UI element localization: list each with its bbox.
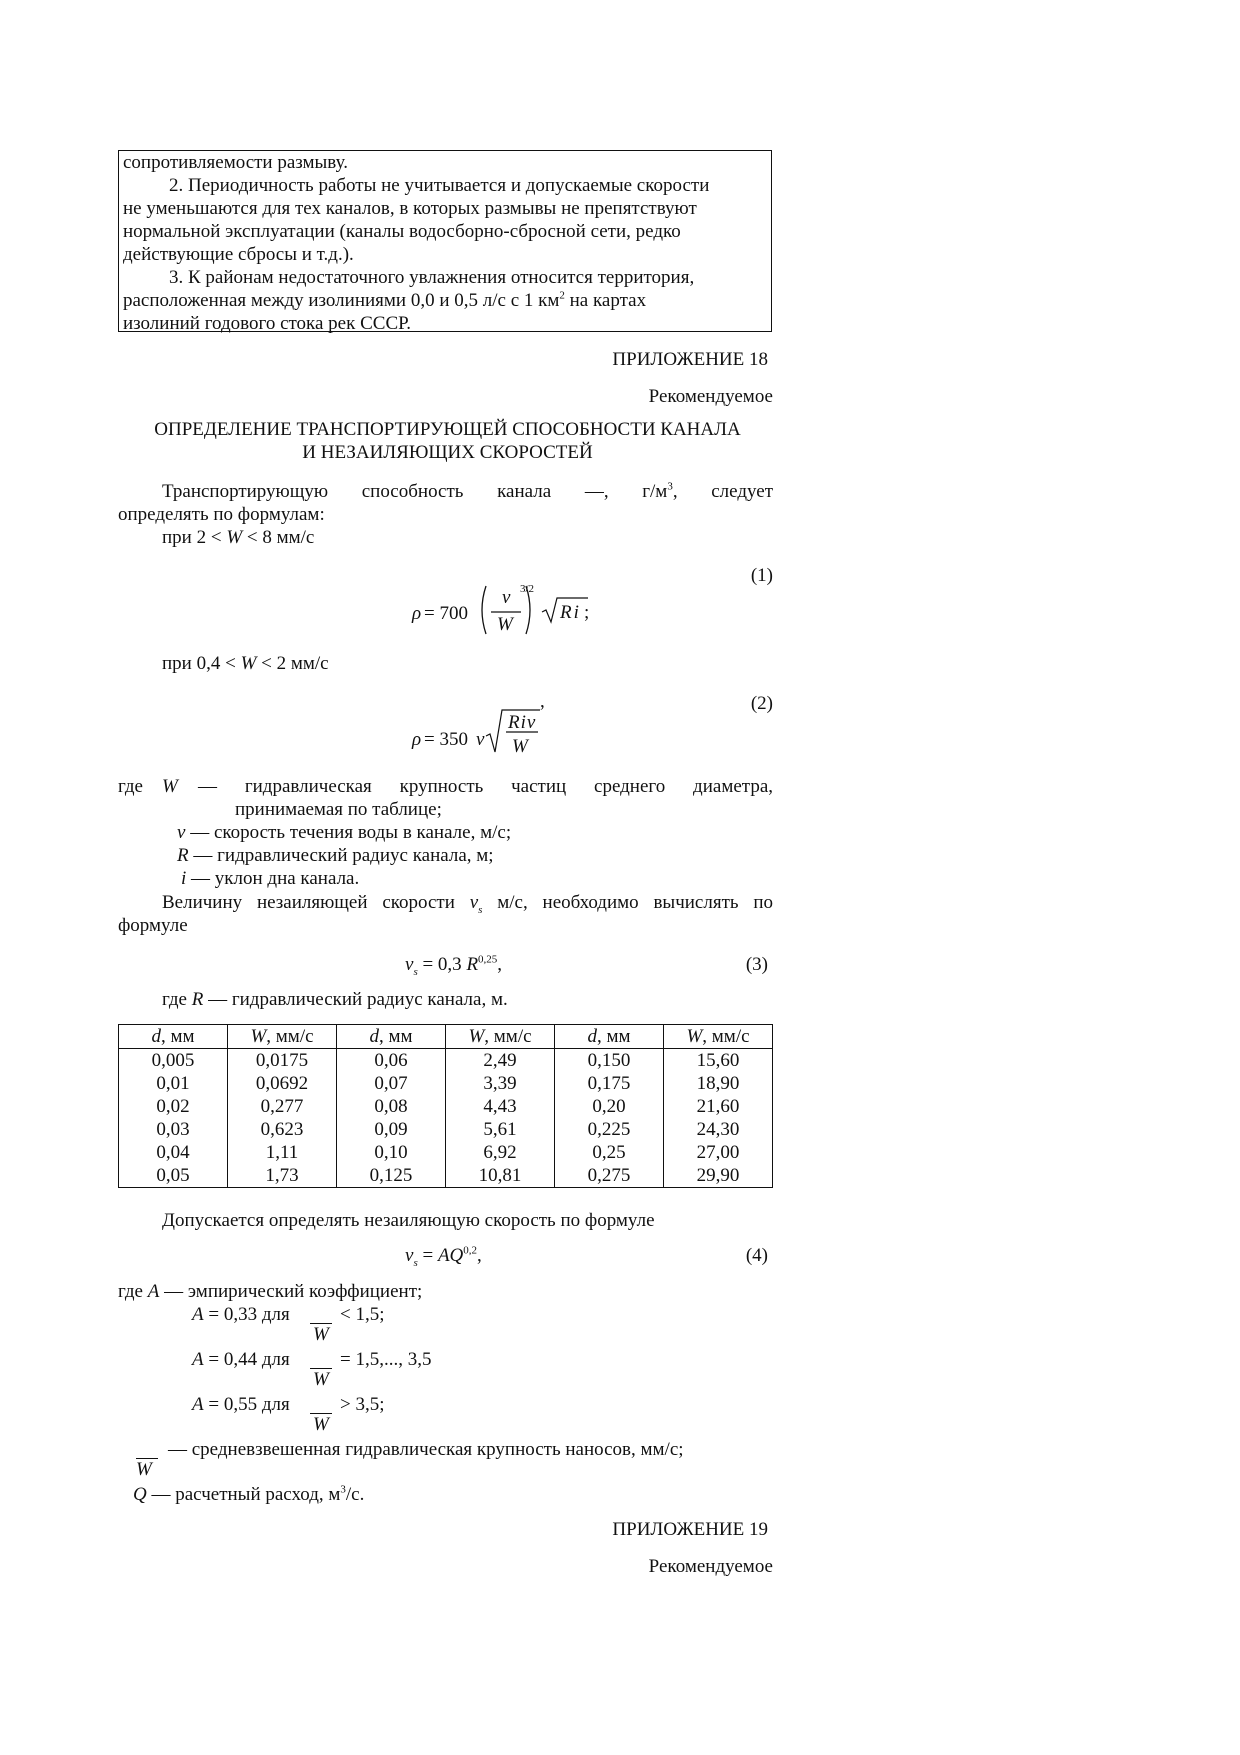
Q-definition: Q — расчетный расход, $м^3/с$. (133, 1483, 365, 1505)
coef-case-3-wbar: W (310, 1393, 332, 1433)
table-cell: 0,005 (119, 1049, 228, 1073)
note-3-line-2: расположенная между изолиниями 0,0 и 0,5 л/с с 1 $км^2$ на картах (123, 289, 647, 311)
table-cell: 15,60 (664, 1049, 773, 1073)
formula-3-number: (3) (745, 954, 768, 975)
table-row (119, 1049, 773, 1073)
data-table (118, 1024, 773, 1188)
coef-intro: где A — эмпирический коэффициент; (118, 1281, 423, 1302)
coef-case-3: A = 0,55 для (192, 1394, 290, 1415)
table-cell: 0,02 (119, 1095, 228, 1118)
def-R: R — гидравлический радиус канала, м; (177, 845, 494, 866)
table-header: d, мм (337, 1025, 446, 1049)
table-cell: 27,00 (664, 1141, 773, 1164)
formula-1 (412, 580, 612, 640)
table-cell: 0,20 (555, 1095, 664, 1118)
table-header: d, мм (119, 1025, 228, 1049)
formula-2-eq: = 350 (424, 729, 468, 750)
formula-4: $v_s = AQ^{0,2}$, (405, 1244, 482, 1269)
appendix-18-title-line-2: И НЕЗАИЛЯЮЩИХ СКОРОСТЕЙ (302, 442, 593, 463)
appendix-19-status: Рекомендуемое (648, 1556, 773, 1577)
formula-2-numerator: Riv (508, 712, 537, 733)
formula-1-eq: = 700 (424, 603, 468, 624)
table-cell: 29,90 (664, 1164, 773, 1188)
formula-1-tail: ; (584, 602, 590, 623)
note-line-0: сопротивляемости размыву. (123, 152, 348, 173)
table-cell: 0,150 (555, 1049, 664, 1073)
table-header: W, мм/с (664, 1025, 773, 1049)
coef-case-3-cond: > 3,5; (340, 1394, 385, 1415)
table-cell: 1,11 (228, 1141, 337, 1164)
velocity-intro-line-1: Величину незаиляющей скорости $v_s$ м/с, необходимо вычислять по (162, 892, 774, 916)
intro-line-1: Транспортирующую способность канала —, $г/м^3$, следует (162, 480, 774, 502)
formula-1-numerator: v (502, 587, 511, 608)
table-cell: 5,61 (446, 1118, 555, 1141)
formula-2-v: v (476, 729, 485, 750)
table-cell: 0,06 (337, 1049, 446, 1073)
note-3-line-1: 3. К районам недостаточного увлажнения относится территория, (169, 267, 695, 288)
table-cell: 0,225 (555, 1118, 664, 1141)
formula-2-denominator: W (512, 736, 528, 757)
def-W-text: — гидравлическая крупность частиц среднего диаметра, (198, 776, 773, 797)
note-2-line-2: не уменьшаются для тех каналов, в которых размывы не препятствуют (123, 198, 697, 219)
table-header: W, мм/с (228, 1025, 337, 1049)
after-table-text: Допускается определять незаиляющую скорость по формуле (162, 1210, 655, 1231)
formula-1-exponent: 3/2 (520, 583, 535, 595)
table-cell: 0,03 (119, 1118, 228, 1141)
table-cell: 4,43 (446, 1095, 555, 1118)
coef-case-1: A = 0,33 для (192, 1304, 290, 1325)
coef-case-1-wbar: W (310, 1303, 332, 1343)
table-cell: 0,277 (228, 1095, 337, 1118)
table-cell: 0,09 (337, 1118, 446, 1141)
table-cell: 21,60 (664, 1095, 773, 1118)
intro-line-2: определять по формулам: (118, 504, 325, 525)
def-i: i — уклон дна канала. (181, 868, 360, 889)
table-cell: 0,10 (337, 1141, 446, 1164)
table-cell: 2,49 (446, 1049, 555, 1073)
table-cell: 0,04 (119, 1141, 228, 1164)
table-cell: 1,73 (228, 1164, 337, 1188)
formula-2-number: (2) (750, 693, 773, 714)
table-cell: 0,08 (337, 1095, 446, 1118)
coef-case-2: A = 0,44 для (192, 1349, 290, 1370)
formula-4-number: (4) (745, 1245, 768, 1266)
table-cell: 0,0175 (228, 1049, 337, 1073)
formula-2-lhs: ρ (412, 729, 422, 750)
table-cell: 0,01 (119, 1072, 228, 1095)
table-header: d, мм (555, 1025, 664, 1049)
formula-1-number: (1) (750, 565, 773, 586)
formula-2-comma: , (540, 691, 545, 712)
after-formula-3: где R — гидравлический радиус канала, м. (162, 989, 508, 1010)
def-v: v — скорость течения воды в канале, м/с; (177, 822, 512, 843)
table-cell: 6,92 (446, 1141, 555, 1164)
table-cell: 18,90 (664, 1072, 773, 1095)
coef-case-1-cond: < 1,5; (340, 1304, 385, 1325)
table-row (119, 1164, 773, 1188)
table-cell: 10,81 (446, 1164, 555, 1188)
formula-3: $v_s = 0,3$ R$^{0,25}$, (405, 953, 503, 978)
appendix-18-label: ПРИЛОЖЕНИЕ 18 (612, 349, 768, 370)
condition-2: при 0,4 < W < 2 мм/с (162, 653, 329, 674)
table-cell: 0,25 (555, 1141, 664, 1164)
table-cell: 0,05 (119, 1164, 228, 1188)
table-cell: 0,275 (555, 1164, 664, 1188)
table-row (119, 1118, 773, 1141)
table-cell: 24,30 (664, 1118, 773, 1141)
note-2-line-3: нормальной эксплуатации (каналы водосборно-сбросной сети, редко (123, 221, 681, 242)
table-cell: 0,125 (337, 1164, 446, 1188)
note-2-line-4: действующие сбросы и т.д.). (123, 244, 354, 265)
coef-case-2-wbar: W (310, 1348, 332, 1388)
table-row (119, 1072, 773, 1095)
table-header-row (119, 1025, 773, 1049)
table-row (119, 1095, 773, 1118)
note-3-line-3: изолиний годового стока рек СССР. (123, 313, 412, 334)
table-row (119, 1141, 773, 1164)
table-cell: 0,623 (228, 1118, 337, 1141)
notes-box (118, 150, 772, 332)
note-2-line-1: 2. Периодичность работы не учитывается и допускаемые скорости (169, 175, 710, 196)
formula-1-root: Ri (560, 602, 581, 623)
def-W-var: W (162, 776, 178, 797)
formula-1-denominator: W (497, 614, 513, 635)
table-header: W, мм/с (446, 1025, 555, 1049)
appendix-18-title-line-1: ОПРЕДЕЛЕНИЕ ТРАНСПОРТИРУЮЩЕЙ СПОСОБНОСТИ КАНАЛА (154, 419, 741, 440)
appendix-18-status: Рекомендуемое (648, 386, 773, 407)
condition-1: при 2 < W < 8 мм/с (162, 527, 315, 548)
coef-case-2-cond: = 1,5,..., 3,5 (340, 1349, 432, 1370)
formula-1-lhs: ρ (412, 603, 422, 624)
velocity-intro-line-2: формуле (118, 915, 188, 936)
appendix-19-label: ПРИЛОЖЕНИЕ 19 (612, 1519, 768, 1540)
wbar-def-symbol: W (136, 1438, 158, 1478)
table-cell: 0,175 (555, 1072, 664, 1095)
where-label: где (118, 776, 143, 797)
table-cell: 0,0692 (228, 1072, 337, 1095)
table-cell: 3,39 (446, 1072, 555, 1095)
wbar-definition: — средневзвешенная гидравлическая крупность наносов, мм/с; (168, 1439, 684, 1460)
formula-2 (412, 690, 592, 760)
def-W-text-2: принимаемая по таблице; (235, 799, 442, 820)
table-cell: 0,07 (337, 1072, 446, 1095)
